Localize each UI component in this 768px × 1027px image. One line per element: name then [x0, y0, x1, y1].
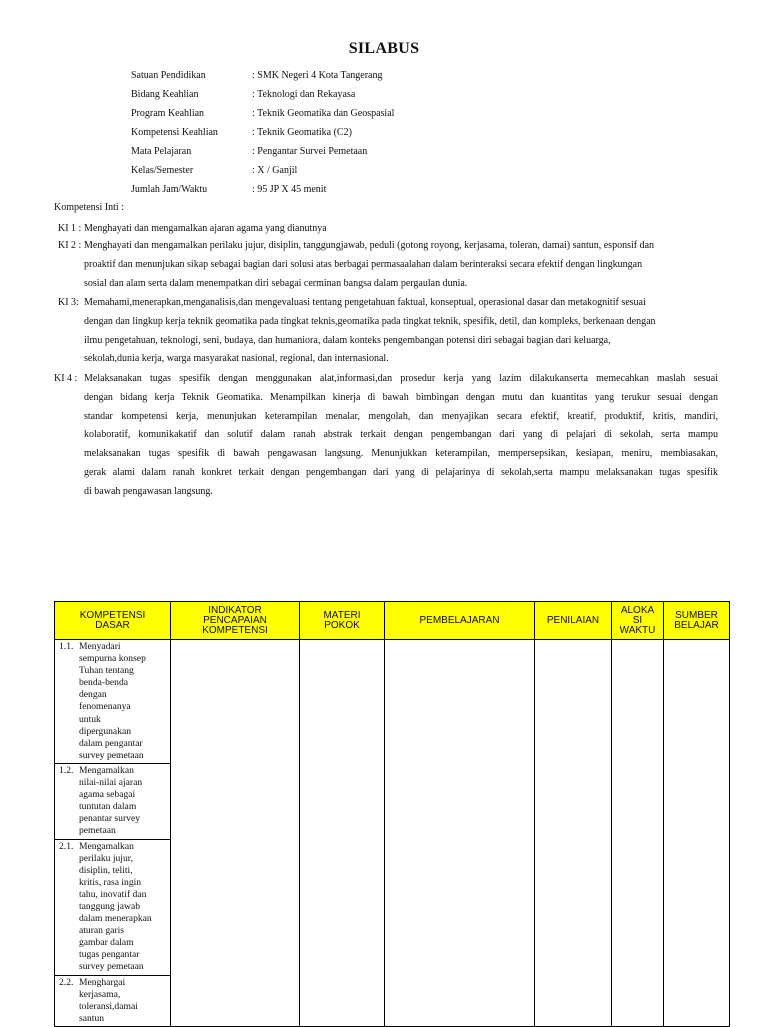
identity-value: : Teknik Geomatika (C2) [252, 127, 352, 138]
table-row [55, 640, 730, 1027]
kd-item [55, 840, 170, 976]
table-header-row [55, 602, 730, 640]
kd-line: fenomenanya [79, 701, 131, 713]
header-label: POKOK [324, 619, 360, 631]
kd-text [79, 841, 168, 974]
ki-text [84, 220, 327, 239]
kd-line: toleransi,damai [79, 1000, 138, 1012]
kd-line: untuk [79, 713, 101, 725]
ki-line: kolaboratif, komunikakatif dan solutif dalam ranah abstrak terkait dengan pengembangan dari yang di pelajari di sekolah, serta mampu [84, 429, 718, 441]
document-title: SILABUS [348, 40, 420, 57]
ki-line: standar kompetensi kerja, menunjukan keterampilan menalar, mengolah, dan menyajikan secara efektif, kreatif, produktif, kritis, mandiri, [84, 410, 718, 422]
materi-cell [300, 640, 385, 1027]
header-pembelajaran [385, 602, 535, 640]
kd-line: dalam pengantar [79, 737, 143, 749]
kd-number: 2.2. [59, 976, 74, 988]
kd-line: tuntutan dalam [79, 801, 137, 813]
kd-item [55, 976, 170, 1026]
header-label: KOMPETENSI [202, 624, 268, 636]
kd-line: benda-benda [79, 677, 129, 689]
ki-text [84, 294, 718, 369]
ki-line: di bawah pengawasan langsung. [84, 485, 213, 497]
identity-label: Satuan Pendidikan [131, 70, 206, 81]
identity-value: : Teknologi dan Rekayasa [252, 89, 356, 100]
kd-line: Menyadari [79, 641, 121, 652]
kd-line: kritis, rasa ingin [79, 876, 142, 888]
ki-line: sosial dan alam serta dalam menempatkan diri sebagai cerminan bangsa dalam pergaulan dunia. [84, 277, 468, 289]
kd-number: 1.1. [59, 641, 74, 652]
header-label: PENCAPAIAN [203, 614, 267, 626]
pembelajaran-cell [385, 640, 535, 1027]
sumber-cell [664, 640, 730, 1027]
identity-row [131, 145, 531, 164]
identity-value: : X / Ganjil [252, 165, 298, 176]
kd-line: pemetaan [79, 825, 116, 837]
identity-row [131, 164, 531, 183]
kd-number: 2.1. [59, 840, 74, 852]
header-indikator [171, 602, 300, 640]
indikator-cell [171, 640, 300, 1027]
header-label: SI [632, 614, 643, 626]
ki-line: Menghayati dan mengamalkan perilaku jujur, disiplin, tanggungjawab, peduli (gotong royong, kerjasama, toleran, damai) santun, esponsif dan [84, 240, 655, 251]
ki-line: sekolah,dunia kerja, warga masyarakat nasional, regional, dan internasional. [84, 353, 389, 365]
kd-line: dalam menerapkan [79, 913, 152, 925]
kd-line: sempurna konsep [79, 653, 146, 665]
ki-line: Memahami,menerapkan,menganalisis,dan mengevaluasi tentang pengetahuan faktual, konseptual, operasional dasar dan metakognitif sesuai [84, 297, 646, 308]
kd-line: tahu, inovatif dan [79, 888, 147, 900]
kd-line: perilaku jujur, [79, 852, 133, 864]
kd-line: penantar survey [79, 813, 141, 825]
kd-line: Mengamalkan [79, 764, 134, 776]
kd-line: Mengamalkan [79, 840, 134, 852]
header-label: MATERI [323, 609, 361, 621]
kd-line: nilai-nilai ajaran [79, 777, 143, 789]
header-label: ALOKA [620, 604, 655, 616]
kd-line: santun [79, 1012, 105, 1024]
alokasi-cell [612, 640, 664, 1027]
identity-row [131, 183, 531, 202]
identity-row [131, 69, 531, 88]
ki-line: Menghayati dan mengamalkan ajaran agama yang dianutnya [84, 223, 327, 234]
kd-item [55, 764, 170, 840]
kd-line: Tuhan tentang [79, 665, 134, 677]
kd-line: dipergunakan [79, 725, 132, 737]
kd-line: agama sebagai [79, 789, 136, 801]
kd-text [79, 977, 168, 1025]
kd-cell [55, 640, 171, 1027]
ki-text [84, 370, 718, 502]
header-label: PENILAIAN [546, 614, 600, 626]
kd-line: survey pemetaan [79, 749, 144, 761]
identity-label: Program Keahlian [131, 108, 205, 119]
identity-value: : 95 JP X 45 menit [252, 184, 327, 195]
identity-label: Bidang Keahlian [131, 89, 199, 100]
header-alokasi-waktu [612, 602, 664, 640]
header-label: INDIKATOR [208, 604, 262, 616]
header-label: WAKTU [619, 624, 656, 636]
ki-code: KI 4 : [54, 373, 78, 384]
ki-line: dengan dan lingkup kerja teknik geomatika pada tingkat teknis,geomatika pada tingkat teknik, spesifik, detil, dan kompleks, berkenaan dengan [84, 315, 656, 327]
header-label: DASAR [95, 619, 130, 631]
kd-item [55, 640, 170, 764]
kd-number: 1.2. [59, 764, 74, 776]
ki-line: gerak alami dalam ranah konkret terkait dengan pengembangan dari yang di pelajarinya di sekolah,serta mampu melaksanakan tugas spesifik [84, 466, 718, 478]
ki-code: KI 2 : [58, 240, 82, 251]
identity-row [131, 126, 531, 145]
kd-line: kerjasama, [79, 988, 121, 1000]
header-sumber-belajar [664, 602, 730, 640]
identity-value: : Teknik Geomatika dan Geospasial [252, 108, 395, 119]
identity-value: : Pengantar Survei Pemetaan [252, 146, 368, 157]
header-label: PEMBELAJARAN [419, 614, 500, 626]
kd-text [79, 641, 168, 762]
ki-code: KI 1 : [58, 223, 82, 234]
kd-line: disiplin, teliti, [79, 864, 133, 876]
header-label: SUMBER [675, 609, 718, 621]
ki-line: Melaksanakan tugas spesifik dengan menggunakan alat,informasi,dan prosedur kerja yang lazim dilakukanserta memecahkan maslah sesuai [84, 373, 718, 384]
kd-line: dengan [79, 689, 107, 701]
syllabus-table [54, 601, 730, 1027]
kd-line: survey pemetaan [79, 961, 144, 973]
ki-line: proaktif dan menunjukan sikap sebagai bagian dari solusi atas berbagai permasaalahan dalam berinteraksi secara efektif dengan lingkungan [84, 258, 643, 270]
header-label: BELAJAR [674, 619, 719, 631]
ki-heading: Kompetensi Inti : [54, 202, 124, 213]
ki-line: melaksanakan tugas spesifik di bawah pengawasan langsung. Menunjukkan keterampilan, mempersepsikan, kesiapan, meniru, membiasakan, [84, 448, 718, 460]
ki-text [84, 237, 718, 293]
header-materi-pokok [300, 602, 385, 640]
kd-line: tugas pengantar [79, 949, 140, 961]
kd-line: tanggung jawab [79, 900, 141, 912]
identity-value: : SMK Negeri 4 Kota Tangerang [252, 70, 383, 81]
header-kompetensi-dasar [55, 602, 171, 640]
header-penilaian [535, 602, 612, 640]
ki-line: dengan bidang kerja Teknik Geomatika. Menampilkan kinerja di bawah bimbingan dengan mutu dan kuantitas yang terukur sesuai dengan [84, 391, 718, 403]
identity-label: Kompetensi Keahlian [131, 127, 218, 138]
kd-line: Menghargai [79, 976, 126, 988]
kd-text [79, 765, 168, 838]
identity-row [131, 107, 531, 126]
ki-line: ilmu pengetahuan, teknologi, seni, budaya, dan humaniora, dalam konteks pengembangan potensi diri sebagai bagian dari keluarga, [84, 334, 611, 346]
header-label: KOMPETENSI [79, 609, 146, 621]
kd-line: aturan garis [79, 925, 125, 937]
identity-block [131, 69, 531, 202]
kd-line: gambar dalam [79, 937, 134, 949]
penilaian-cell [535, 640, 612, 1027]
identity-label: Mata Pelajaran [131, 146, 192, 157]
identity-row [131, 88, 531, 107]
identity-label: Kelas/Semester [131, 165, 194, 176]
ki-code: KI 3: [58, 297, 79, 308]
identity-label: Jumlah Jam/Waktu [131, 184, 208, 195]
